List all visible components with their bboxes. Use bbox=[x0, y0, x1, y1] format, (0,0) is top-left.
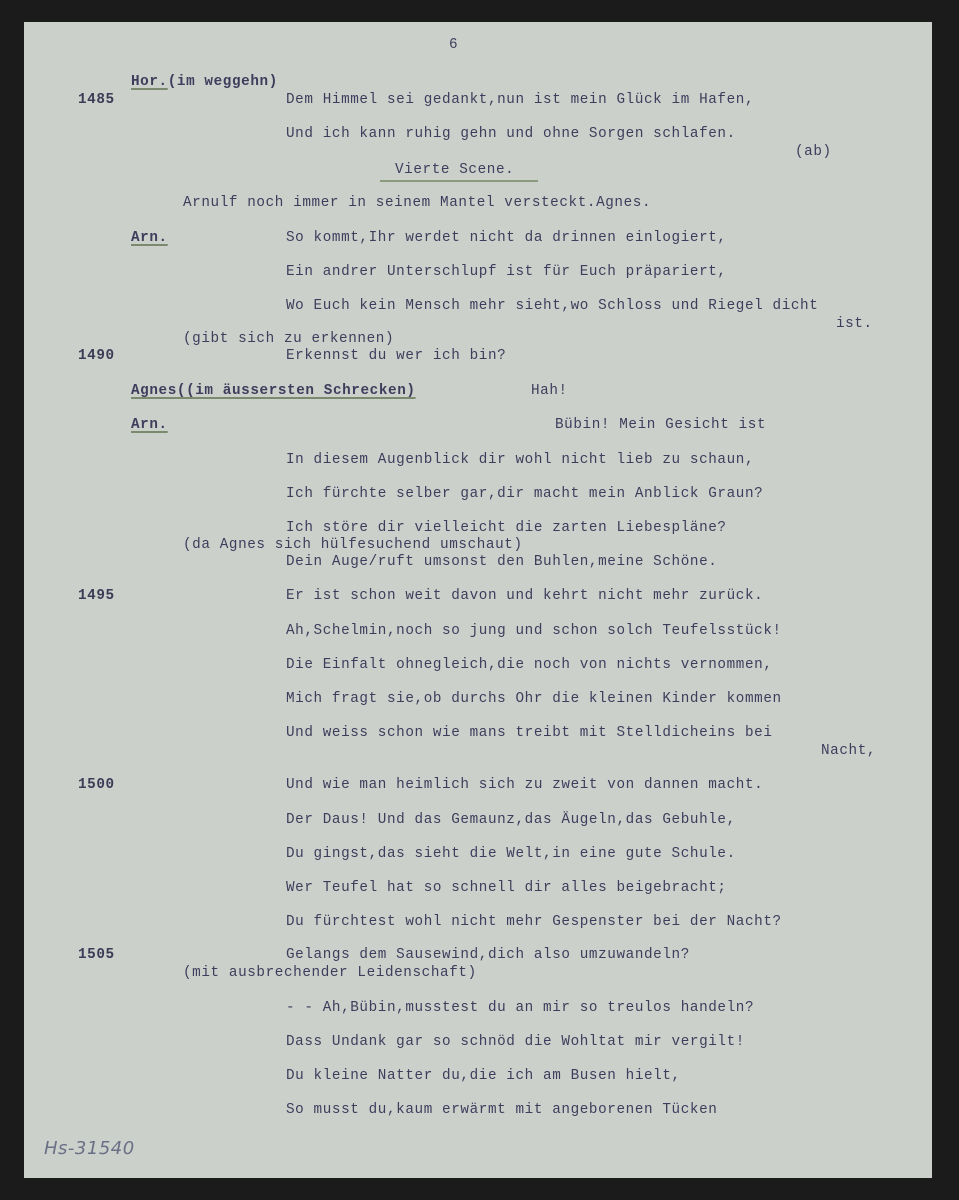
verse-line-continuation: Nacht, bbox=[821, 743, 877, 759]
verse-line: Du kleine Natter du,die ich am Busen hielt, bbox=[286, 1068, 681, 1084]
scene-heading-underline bbox=[380, 180, 538, 182]
verse-line-continuation: ist. bbox=[836, 316, 873, 332]
verse-line: Gelangs dem Sausewind,dich also umzuwandeln? bbox=[286, 947, 690, 963]
archive-signature-mark: Hs-31540 bbox=[44, 1138, 135, 1159]
speaker-with-direction: Agnes((im äussersten Schrecken) bbox=[131, 383, 416, 399]
verse-line: Ich störe dir vielleicht die zarten Liebespläne? bbox=[286, 520, 727, 536]
stage-direction: (im weggehn) bbox=[167, 74, 278, 90]
stage-direction: (gibt sich zu erkennen) bbox=[183, 331, 395, 347]
verse-line: Die Einfalt ohnegleich,die noch von nichts vernommen, bbox=[286, 657, 773, 673]
verse-line: Der Daus! Und das Gemaunz,das Äugeln,das Gebuhle, bbox=[286, 812, 736, 828]
verse-line: In diesem Augenblick dir wohl nicht lieb zu schaun, bbox=[286, 452, 755, 468]
verse-line: Du fürchtest wohl nicht mehr Gespenster bei der Nacht? bbox=[286, 914, 782, 930]
line-number: 1500 bbox=[78, 777, 115, 793]
stage-direction: (mit ausbrechender Leidenschaft) bbox=[183, 965, 477, 981]
verse-line: Er ist schon weit davon und kehrt nicht mehr zurück. bbox=[286, 588, 764, 604]
verse-line: Ah,Schelmin,noch so jung und schon solch Teufelsstück! bbox=[286, 623, 782, 639]
verse-line: Wo Euch kein Mensch mehr sieht,wo Schloss und Riegel dicht bbox=[286, 298, 819, 314]
verse-line: Erkennst du wer ich bin? bbox=[286, 348, 507, 364]
line-number: 1490 bbox=[78, 348, 115, 364]
line-number: 1495 bbox=[78, 588, 115, 604]
verse-line: Und wie man heimlich sich zu zweit von dannen macht. bbox=[286, 777, 764, 793]
verse-line: Ein andrer Unterschlupf ist für Euch präpariert, bbox=[286, 264, 727, 280]
verse-line: Hah! bbox=[531, 383, 568, 399]
verse-line: Wer Teufel hat so schnell dir alles beigebracht; bbox=[286, 880, 727, 896]
speaker-name: Arn. bbox=[131, 230, 168, 246]
verse-line: Bübin! Mein Gesicht ist bbox=[555, 417, 767, 433]
verse-line: Dein Auge/ruft umsonst den Buhlen,meine Schöne. bbox=[286, 554, 718, 570]
speaker-name: Arn. bbox=[131, 417, 168, 433]
verse-line: - - Ah,Bübin,musstest du an mir so treulos handeln? bbox=[286, 1000, 755, 1016]
verse-line: So musst du,kaum erwärmt mit angeborenen Tücken bbox=[286, 1102, 718, 1118]
verse-line: Ich fürchte selber gar,dir macht mein Anblick Graun? bbox=[286, 486, 764, 502]
speaker-hor bbox=[131, 73, 278, 91]
verse-line: Mich fragt sie,ob durchs Ohr die kleinen Kinder kommen bbox=[286, 691, 782, 707]
verse-line: Und weiss schon wie mans treibt mit Stelldicheins bei bbox=[286, 725, 773, 741]
verse-line: Dem Himmel sei gedankt,nun ist mein Glück im Hafen, bbox=[286, 92, 755, 108]
line-number: 1485 bbox=[78, 92, 115, 108]
page-number: 6 bbox=[449, 37, 459, 53]
stage-direction: (da Agnes sich hülfesuchend umschaut) bbox=[183, 537, 523, 553]
stage-direction: Arnulf noch immer in seinem Mantel versteckt.Agnes. bbox=[183, 195, 652, 211]
line-number: 1505 bbox=[78, 947, 115, 963]
verse-line: Dass Undank gar so schnöd die Wohltat mir vergilt! bbox=[286, 1034, 745, 1050]
verse-line: Und ich kann ruhig gehn und ohne Sorgen schlafen. bbox=[286, 126, 736, 142]
speaker-name: Hor. bbox=[131, 74, 168, 90]
speaker-agnes bbox=[131, 382, 416, 400]
verse-line: Du gingst,das sieht die Welt,in eine gute Schule. bbox=[286, 846, 736, 862]
stage-direction: (ab) bbox=[795, 144, 832, 160]
verse-line: So kommt,Ihr werdet nicht da drinnen einlogiert, bbox=[286, 230, 727, 246]
scene-heading: Vierte Scene. bbox=[395, 162, 515, 178]
